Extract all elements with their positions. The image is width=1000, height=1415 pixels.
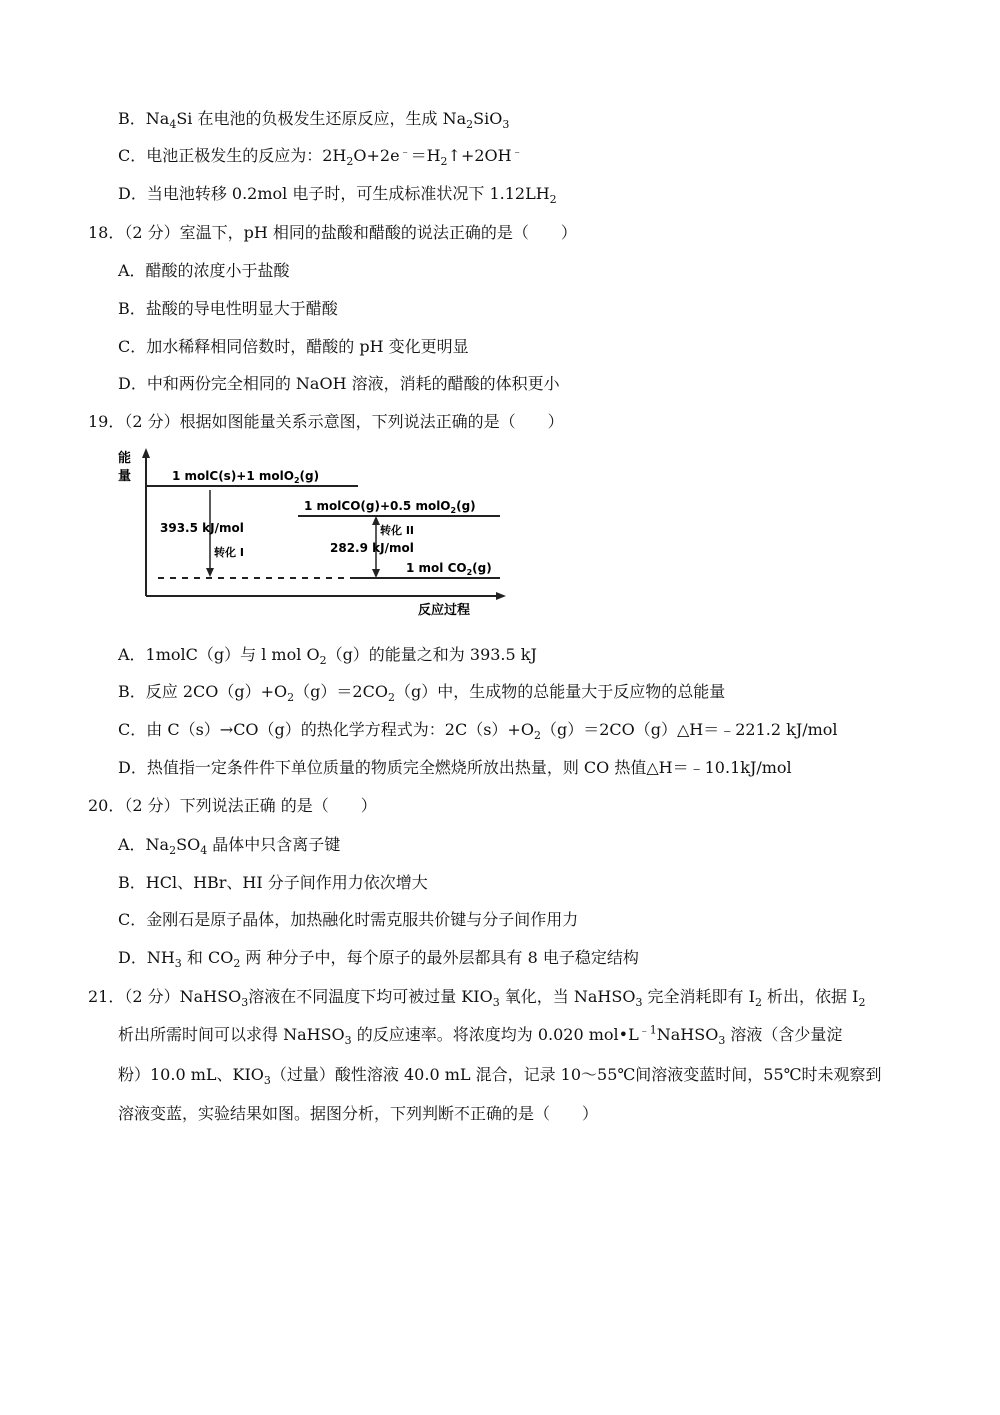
- step-2-label: 转化 II: [380, 524, 415, 537]
- x-label: 反应过程: [418, 603, 471, 616]
- q20-option-d: D．$NH_3$ 和 $CO_2$ 两 种分子中，每个原子的最外层都具有 8 电子稳定结构: [118, 948, 639, 971]
- q18-option-a: A．醋酸的浓度小于盐酸: [118, 261, 290, 280]
- q21-line-2: 析出所需时间可以求得 NaHSO$_3$ 的反应速率。将浓度均为 0.020 $mol•L^{﹣1}NaHSO_3$ 溶液（含少量淀: [118, 1023, 843, 1048]
- q21-line-1: 21．（2 分）NaHSO$_3$溶液在不同温度下均可被过量 $KIO_3$ 氧化，当 NaHSO$_3$ 完全消耗即有 $I_2$ 析出，依据 $I_2$: [88, 987, 866, 1010]
- energy-diagram: [118, 448, 508, 616]
- q20-option-b: B．HCl、HBr、HI 分子间作用力依次增大: [118, 873, 428, 892]
- q17-option-b: B．$Na_4Si$ 在电池的负极发生还原反应，生成 $Na_2SiO_3$: [118, 109, 510, 132]
- y-axis-arrow-icon: [142, 448, 150, 458]
- q19-option-a: A．1molC（g）与 l mol $O_2(g)$的能量之和为 393.5 kJ: [118, 645, 537, 668]
- x-axis-arrow-icon: [496, 592, 506, 600]
- q17-option-c: C．电池正极发生的反应为：$2H_2O+2e^﹣=H_2↑+2OH^﹣$: [118, 144, 523, 169]
- q18-option-c: C．加水稀释相同倍数时，醋酸的 pH 变化更明显: [118, 337, 469, 356]
- q19-stem: 19．（2 分）根据如图能量关系示意图，下列说法正确的是（ ）: [88, 412, 564, 431]
- level-top-label: 1 molC(s)+1 molO$_2$(g): [172, 469, 320, 485]
- q20-stem: 20．（2 分）下列说法正确 的是（ ）: [88, 796, 377, 815]
- q18-option-b: B．盐酸的导电性明显大于醋酸: [118, 299, 338, 318]
- level-middle-label: 1 molCO(g)+0.5 molO$_2$(g): [304, 499, 476, 515]
- y-label-bottom: 量: [118, 469, 132, 484]
- q17-option-d: D．当电池转移 0.2mol 电子时，可生成标准状况下 $1.12LH_2$: [118, 184, 557, 207]
- y-label-top: 能: [118, 451, 132, 466]
- q21-line-4: 溶液变蓝，实验结果如图。据图分析，下列判断不正确的是（ ）: [118, 1104, 599, 1123]
- q19-option-b: B．反应 $2CO(g)+O_2(g)=2CO_2(g)$中，生成物的总能量大于反应物的总能量: [118, 682, 726, 705]
- q20-option-c: C．金刚石是原子晶体，加热融化时需克服共价键与分子间作用力: [118, 910, 579, 929]
- arrow-conversion-2-up-icon: [372, 516, 380, 525]
- q18-stem: 18．（2 分）室温下，pH 相同的盐酸和醋酸的说法正确的是（ ）: [88, 223, 577, 242]
- q21-line-3: 粉）10.0 mL、$KIO_3$（过量）酸性溶液 40.0 mL 混合，记录 10～55℃间溶液变蓝时间，55℃时未观察到: [118, 1065, 882, 1088]
- level-bottom-label: 1 mol $CO_2(g)$: [406, 561, 492, 577]
- q18-option-d: D．中和两份完全相同的 NaOH 溶液，消耗的醋酸的体积更小: [118, 374, 560, 393]
- energy-1-label: 393.5 kJ/mol: [160, 521, 244, 535]
- q19-option-c: C．由 C（s）→CO（g）的热化学方程式为：$2C(s)+O_2(g)=2CO(g)\triangle H=﹣221.2$ kJ/mol: [118, 720, 838, 743]
- q19-option-d: D．热值指一定条件件下单位质量的物质完全燃烧所放出热量，则 CO 热值△H＝﹣10.1kJ/mol: [118, 758, 792, 777]
- step-1-label: 转化 I: [214, 546, 244, 559]
- energy-2-label: 282.9 kJ/mol: [330, 541, 414, 555]
- arrow-conversion-2-down-icon: [372, 569, 380, 578]
- arrow-conversion-1-head-icon: [206, 568, 214, 577]
- q20-option-a: A．$Na_2SO_4$ 晶体中只含离子键: [118, 835, 341, 858]
